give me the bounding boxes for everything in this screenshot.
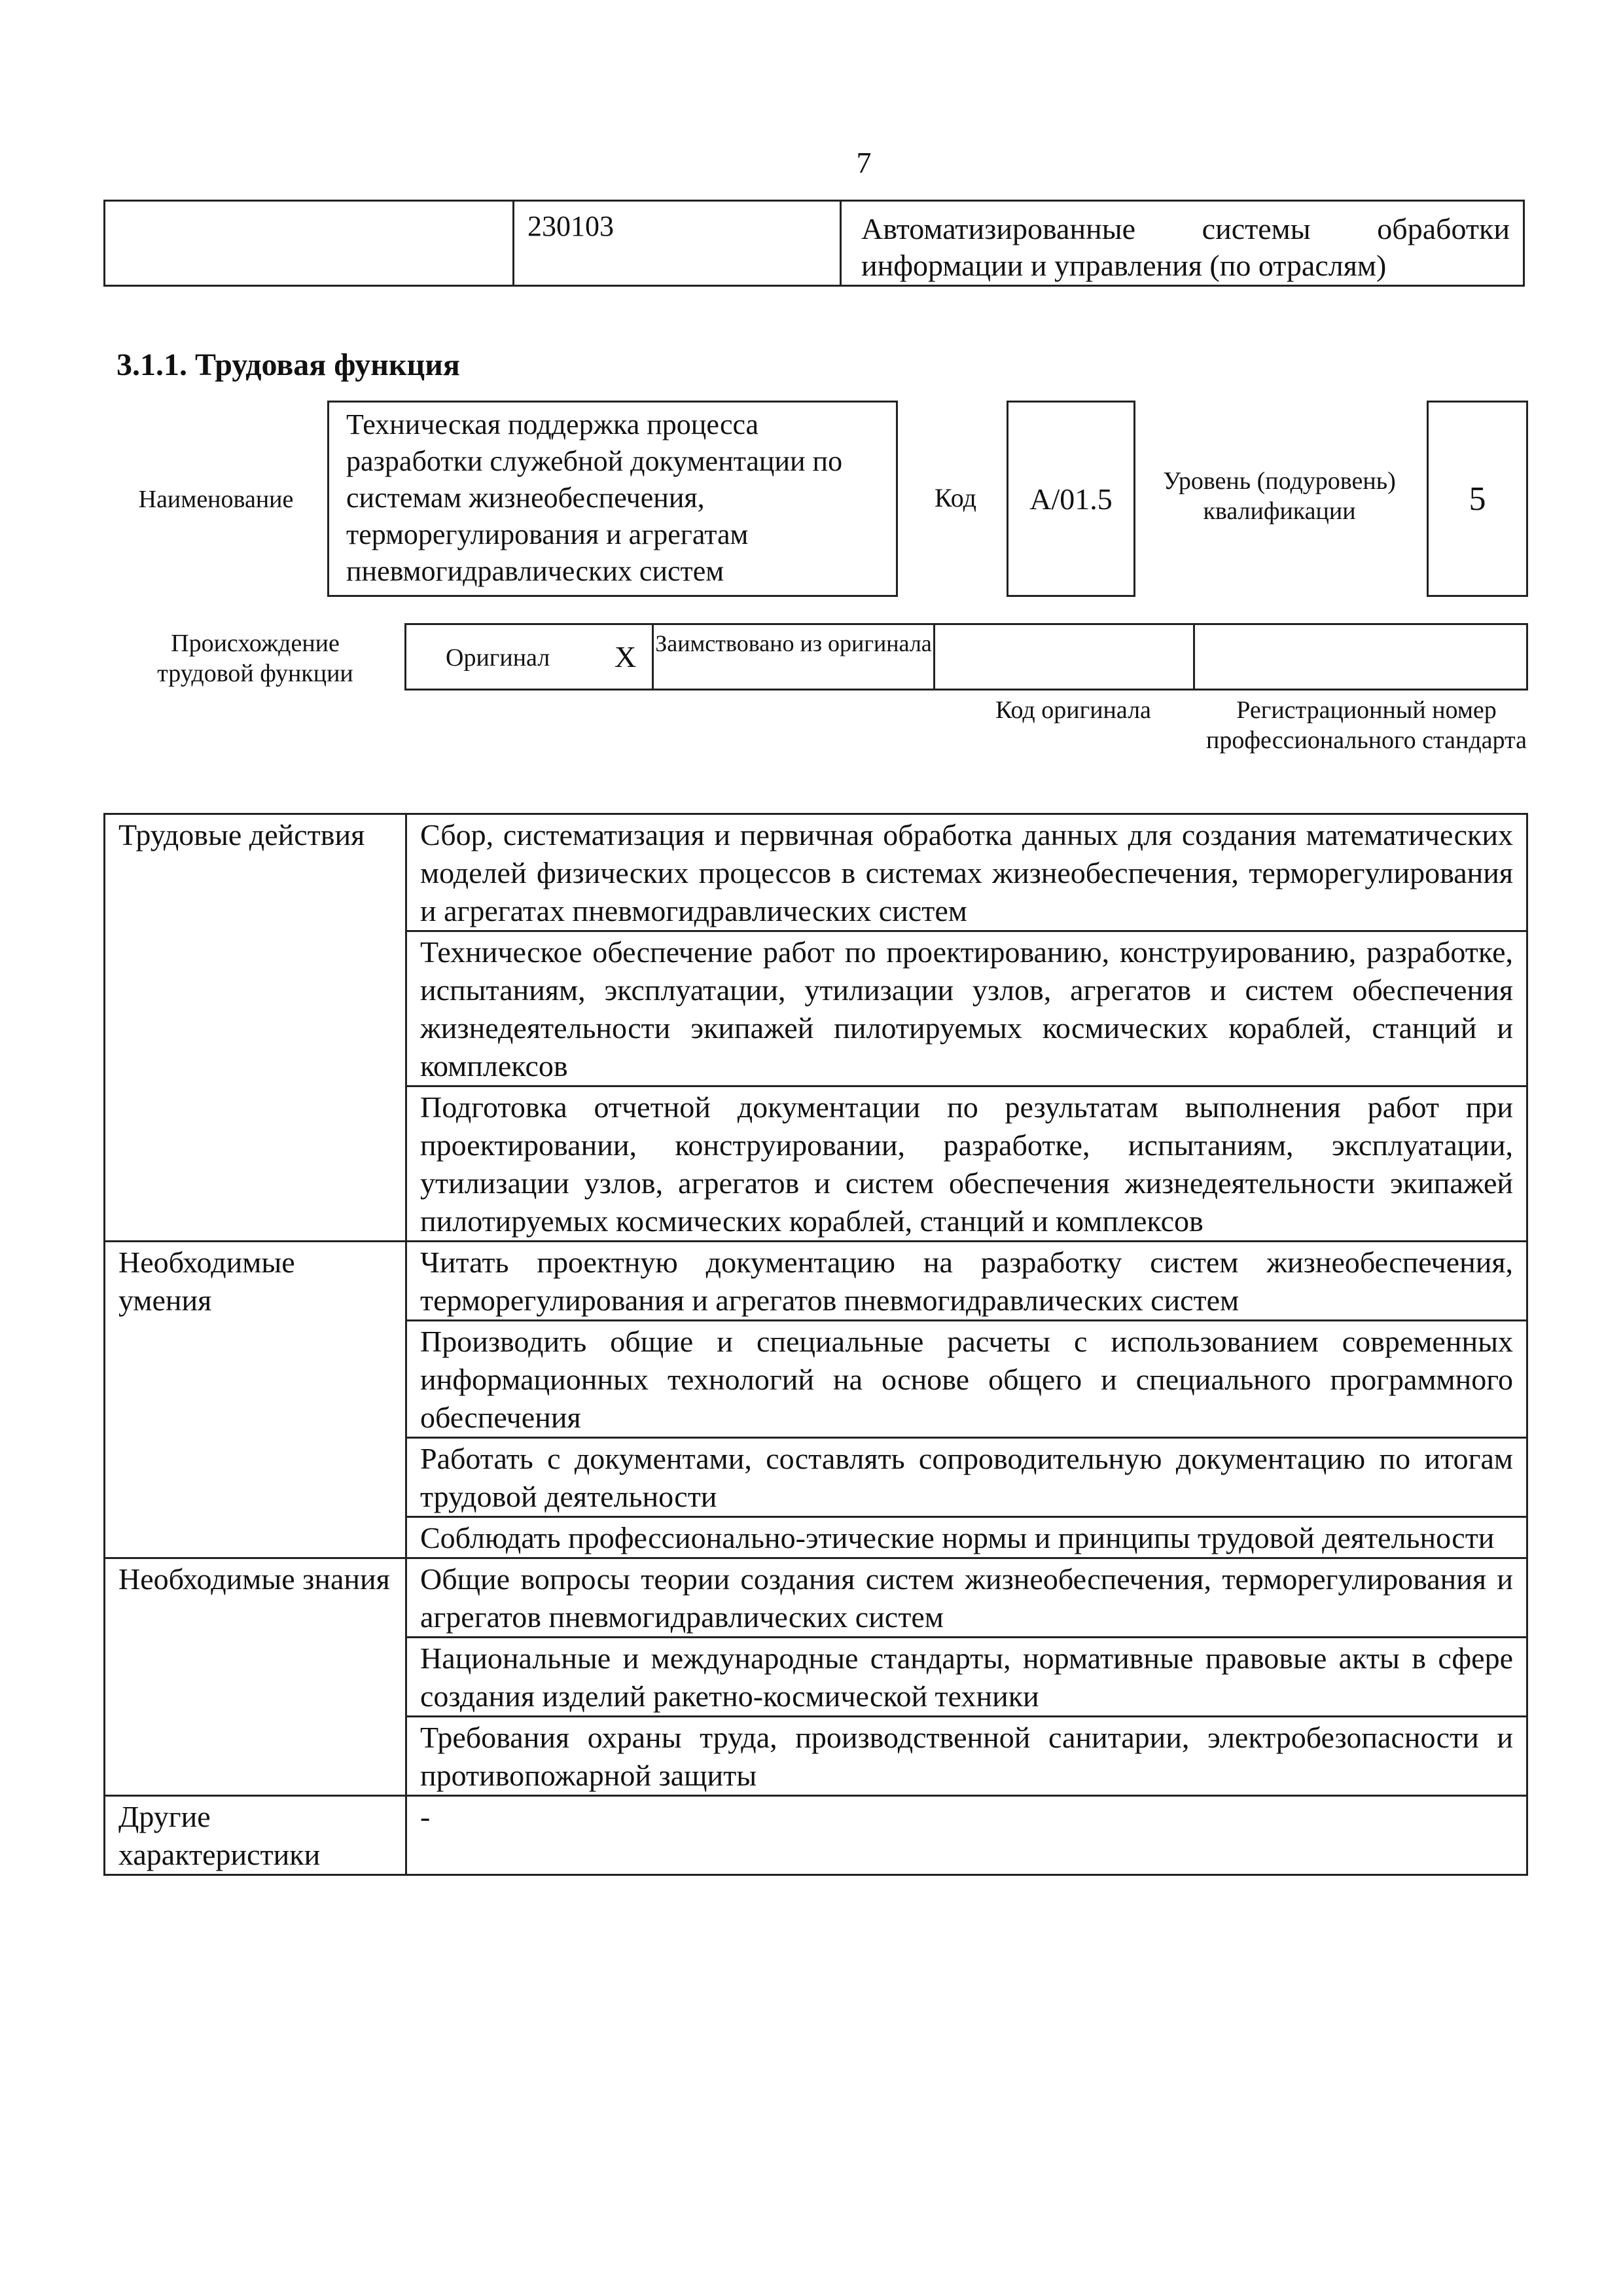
origin-borrowed-cell: Заимствовано из оригинала — [654, 625, 935, 689]
category-other-characteristics: Другие характеристики — [105, 1796, 406, 1875]
table-row — [105, 814, 1527, 931]
name-label: Наименование — [138, 486, 294, 513]
origin-original-cell — [406, 625, 654, 689]
original-code-caption: Код оригинала — [995, 696, 1151, 724]
reg-number-caption: Регистрационный номер профессионального стандарта — [1206, 696, 1527, 754]
section-title: 3.1.1. Трудовая функция — [116, 348, 460, 382]
table-row — [105, 1796, 1527, 1875]
education-table-continuation — [103, 200, 1525, 287]
education-code: 230103 — [514, 202, 842, 285]
reg-number-cell — [1195, 625, 1526, 689]
category-required-knowledge: Необходимые знания — [105, 1558, 406, 1796]
table-row — [105, 1558, 1527, 1638]
code-label: Код — [935, 483, 976, 512]
skill-item: Работать с документами, составлять сопроводительную документацию по итогам трудовой деятельности — [406, 1438, 1527, 1517]
function-details-table — [103, 813, 1528, 1876]
education-description: Автоматизированные системы обработки информации и управления (по отраслям) — [861, 212, 1510, 282]
origin-original-mark: X — [615, 640, 637, 673]
origin-label: Происхождение трудовой функции — [157, 630, 353, 687]
other-characteristics-item: - — [406, 1796, 1527, 1875]
labor-action-item: Подготовка отчетной документации по результатам выполнения работ при проектировании, конструировании, разработке, испытаниям, эксплуатации, утилизации узлов, агрегатов и систем обеспечения жизнедеятельности экипажей пилотируемых космических кораблей, станций и комплексов — [406, 1086, 1527, 1242]
page-number: 7 — [856, 146, 872, 179]
level-label: Уровень (подуровень) квалификации — [1163, 467, 1396, 525]
skill-item: Читать проектную документацию на разработку систем жизнеобеспечения, терморегулирования и агрегатов пневмогидравлических систем — [406, 1242, 1527, 1321]
function-name-box: Техническая поддержка процесса разработки служебной документации по системам жизнеобеспечения, терморегулирования и агрегатам пневмогидравлических систем — [327, 401, 898, 597]
function-code-box: A/01.5 — [1007, 401, 1135, 597]
origin-table — [404, 623, 1528, 691]
labor-action-item: Техническое обеспечение работ по проектированию, конструированию, разработке, испытаниям, эксплуатации, утилизации узлов, агрегатов и систем обеспечения жизнедеятельности экипажей пилотируемых космических кораблей, станций и комплексов — [406, 931, 1527, 1086]
skill-item: Соблюдать профессионально-этические нормы и принципы трудовой деятельности — [406, 1517, 1527, 1558]
table-row — [105, 1242, 1527, 1321]
education-empty-cell — [105, 202, 514, 285]
labor-action-item: Сбор, систематизация и первичная обработка данных для создания математических моделей физических процессов в системах жизнеобеспечения, терморегулирования и агрегатах пневмогидравлических систем — [406, 814, 1527, 931]
skill-item: Производить общие и специальные расчеты с использованием современных информационных технологий на основе общего и специального программного обеспечения — [406, 1321, 1527, 1438]
category-labor-actions: Трудовые действия — [105, 814, 406, 1242]
category-required-skills: Необходимые умения — [105, 1242, 406, 1558]
original-code-cell — [935, 625, 1195, 689]
origin-original-label: Оригинал — [446, 644, 550, 672]
knowledge-item: Общие вопросы теории создания систем жизнеобеспечения, терморегулирования и агрегатов пневмогидравлических систем — [406, 1558, 1527, 1638]
knowledge-item: Требования охраны труда, производственной санитарии, электробезопасности и противопожарной защиты — [406, 1717, 1527, 1796]
qualification-level-box: 5 — [1427, 401, 1528, 597]
knowledge-item: Национальные и международные стандарты, нормативные правовые акты в сфере создания изделий ракетно-космической техники — [406, 1638, 1527, 1717]
